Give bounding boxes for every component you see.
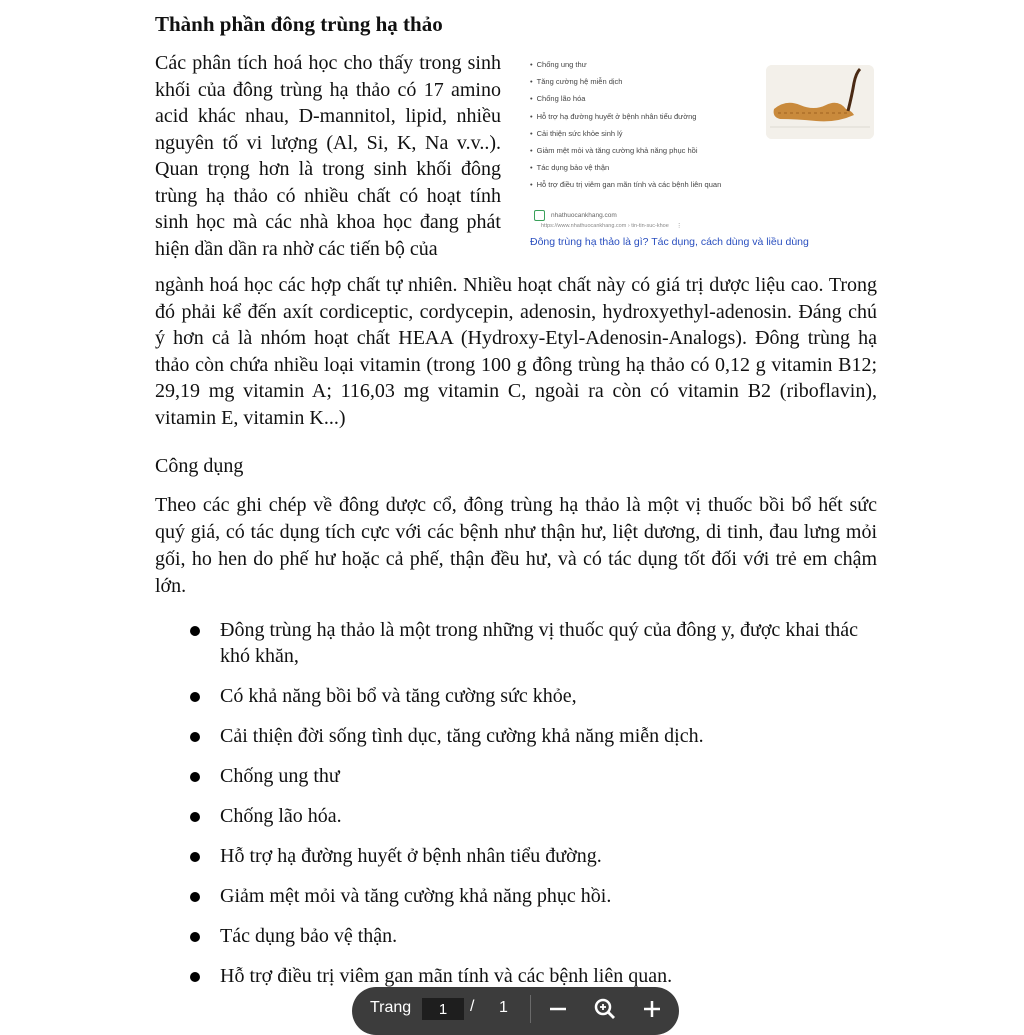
list-item-text: Hỗ trợ hạ đường huyết ở bệnh nhân tiểu đường. [220,845,602,867]
inset-bullet-icon: • [530,60,533,69]
list-item [185,683,877,709]
bullet-icon [190,626,200,636]
intro-continued: ngành hoá học các hợp chất tự nhiên. Nhiều hoạt chất này có giá trị dược liệu cao. Trong đó phải kể đến axít cordiceptic, cordycepin, adenosin, hydroxyethyl-adenosin. Đáng chú ý hơn cả là nhóm hoạt chất HEAA (Hydroxy-Etyl-Adenosin-Analogs). Đông trùng hạ thảo còn chứa nhiều loại vitamin (trong 100 g đông trùng hạ thảo có 0,12 g vitamin B12; 29,19 mg vitamin A; 116,03 mg vitamin C, ngoài ra còn có vitamin B2 (riboflavin), vitamin E, vitamin K...) [155,274,877,429]
list-item [185,617,877,669]
source-url: https://www.nhathuocankhang.com › tin-tin-suc-khoe [541,223,669,229]
list-item-text: Hỗ trợ điều trị viêm gan mãn tính và các bệnh liên quan. [220,965,673,987]
list-item [185,963,877,989]
inset-bullet-icon: • [530,94,533,104]
bullet-icon [190,732,200,742]
inset-list-item-text: Giảm mệt mỏi và tăng cường khả năng phục hồi [536,146,698,156]
more-options-icon: ⋮ [676,223,682,229]
zoom-out-button[interactable] [542,993,574,1025]
uses-list [185,617,877,989]
inset-bullet-icon: • [530,180,533,190]
heading: Thành phần đông trùng hạ thảo [155,12,443,36]
bullet-icon [190,892,200,902]
source-row [534,210,617,221]
inset-bullet-icon: • [530,111,533,121]
bullet-icon [190,932,200,942]
bullet-icon [190,812,200,822]
list-item [185,723,877,749]
toolbar-divider [530,995,531,1023]
page-label: Trang [370,999,412,1016]
plus-icon [636,993,668,1025]
list-item [185,803,877,829]
list-item-text: Chống lão hóa. [220,805,342,827]
inset-list-item-text: Hỗ trợ hạ đường huyết ở bệnh nhân tiểu đường [536,111,697,121]
list-item [185,883,877,909]
inset-list-item-text: Hỗ trợ điều trị viêm gan mãn tính và các bệnh liên quan [536,180,722,190]
inset-bullet-icon: • [530,146,533,156]
inset-list-item-text: Chống lão hóa [536,94,586,104]
total-pages: 1 [499,999,508,1016]
inset-list-item [530,142,880,159]
inset-list-item-text: Tác dụng bảo vệ thận [536,163,610,173]
source-domain: nhathuocankhang.com [551,212,617,220]
list-item [185,763,877,789]
minus-icon [542,993,574,1025]
list-item-text: Cải thiện đời sống tình dục, tăng cường khả năng miễn dịch. [220,725,704,747]
section-title: Công dụng [155,455,244,477]
bullet-icon [190,772,200,782]
list-item [185,843,877,869]
magnifier-icon [589,993,621,1025]
inset-list-item-text: Cải thiện sức khỏe sinh lý [536,128,623,138]
source-url-row [541,223,682,229]
inset-bullet-icon: • [530,163,533,173]
site-favicon-icon [534,210,545,221]
pdf-toolbar [352,987,679,1035]
inset-list-item [530,176,880,193]
cordyceps-image [766,65,874,139]
inset-list-item-text: Tăng cường hệ miễn dịch [536,77,623,87]
bullet-icon [190,692,200,702]
list-item-text: Tác dụng bảo vệ thận. [220,925,398,947]
bullet-icon [190,972,200,982]
list-item-text: Đông trùng hạ thảo là một trong những vị thuốc quý của đông y, được khai thác khó khăn, [220,619,859,667]
embedded-screenshot [530,56,880,261]
page-number-input[interactable] [422,998,464,1020]
list-item-text: Chống ung thư [220,765,340,787]
caption-link: Đông trùng hạ thảo là gì? Tác dụng, cách dùng và liều dùng [530,236,809,248]
list-item-text: Có khả năng bồi bổ và tăng cường sức khỏe, [220,685,577,707]
zoom-fit-button[interactable] [589,993,621,1025]
zoom-in-button[interactable] [636,993,668,1025]
inset-bullet-icon: • [530,77,533,87]
intro-text: Các phân tích hoá học cho thấy trong sinh khối của đông trùng hạ thảo có 17 amino acid khác nhau, D-mannitol, lipid, nhiều nguyên tố vi lượng (Al, Si, K, Na v.v..). Quan trọng hơn là trong sinh khối đông trùng hạ thảo có nhiều chất có hoạt tính sinh học mà các nhà khoa học đang phát hiện dần dần ra nhờ các tiến bộ của [155,52,501,260]
page-separator: / [470,998,475,1015]
inset-bullet-icon: • [530,128,533,138]
inset-list-item-text: Chống ung thư [536,60,587,69]
list-item-text: Giảm mệt mỏi và tăng cường khả năng phục hồi. [220,885,612,907]
uses-paragraph: Theo các ghi chép về đông dược cổ, đông trùng hạ thảo là một vị thuốc bồi bổ hết sức quý giá, có tác dụng tích cực với các bệnh như thận hư, liệt dương, di tinh, đau lưng mỏi gối, ho hen do phế hư hoặc cả phế, thận đều hư, và có tác dụng tốt đối với trẻ em chậm lớn. [155,494,877,597]
list-item [185,923,877,949]
bullet-icon [190,852,200,862]
inset-list-item [530,159,880,176]
